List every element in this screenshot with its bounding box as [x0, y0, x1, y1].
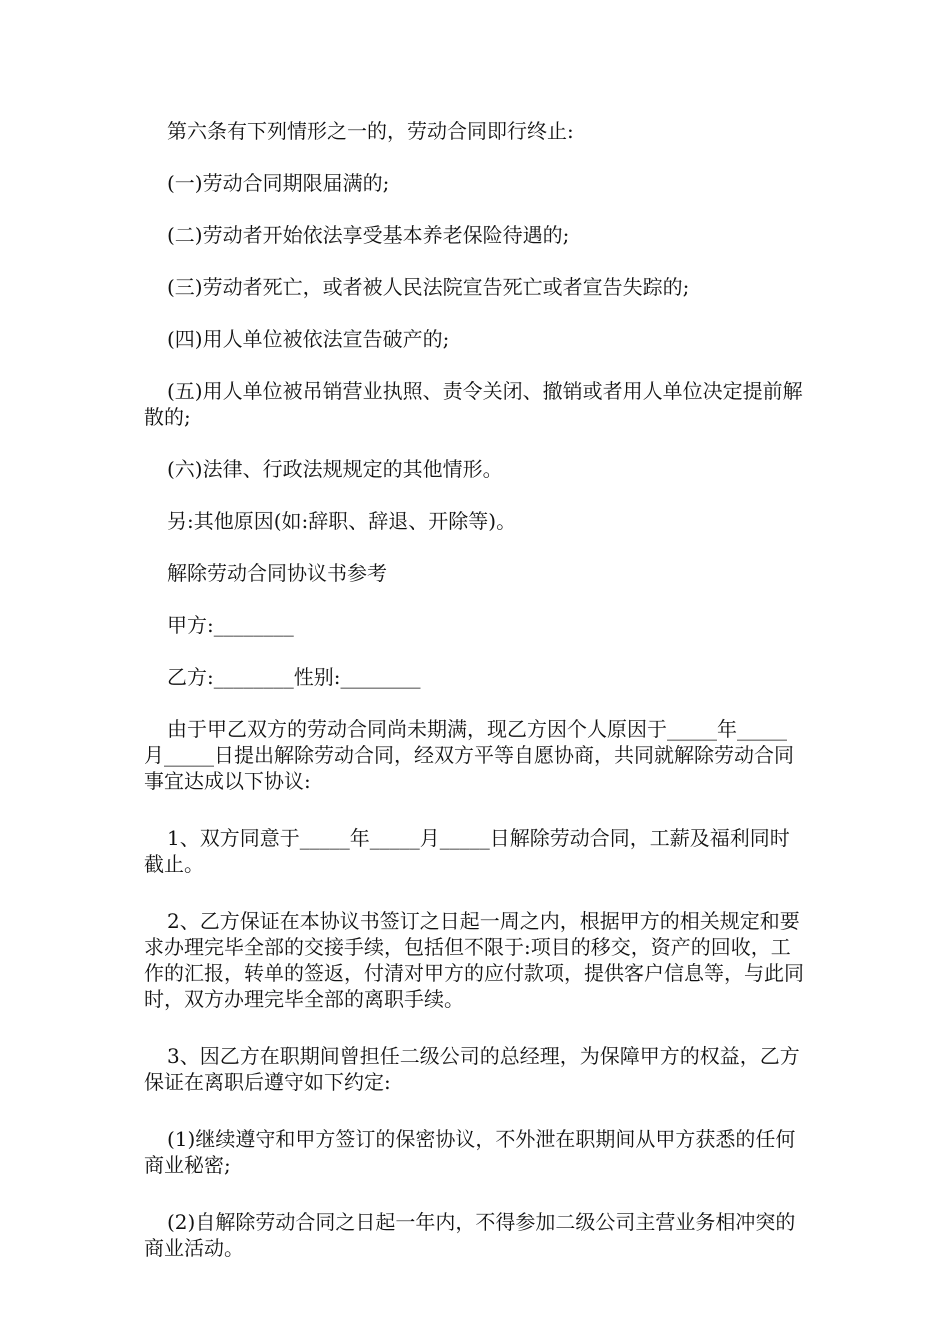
paragraph-other-reasons: 另:其他原因(如:辞职、辞退、开除等)。	[167, 509, 517, 533]
party-a-line: 甲方:________	[167, 613, 294, 637]
paragraph-item-5: (五)用人单位被吊销营业执照、责令关闭、撤销或者用人单位决定提前解散的;	[144, 379, 803, 429]
clause-3-item-1: (1)继续遵守和甲方签订的保密协议，不外泄在职期间从甲方获悉的任何商业秘密;	[144, 1127, 796, 1177]
document-body	[144, 118, 806, 1261]
paragraph-item-2: (二)劳动者开始依法享受基本养老保险待遇的;	[167, 223, 570, 247]
paragraph-item-3: (三)劳动者死亡，或者被人民法院宣告死亡或者宣告失踪的;	[167, 275, 690, 299]
paragraph-item-4: (四)用人单位被依法宣告破产的;	[167, 327, 450, 351]
clause-3-item-2: (2)自解除劳动合同之日起一年内，不得参加二级公司主营业务相冲突的商业活动。	[144, 1210, 796, 1260]
paragraph-item-6: (六)法律、行政法规规定的其他情形。	[167, 457, 503, 481]
paragraph-preamble: 由于甲乙双方的劳动合同尚未期满，现乙方因个人原因于_____年_____月_____日提出解除劳动合同，经双方平等自愿协商，共同就解除劳动合同事宜达成以下协议:	[144, 717, 794, 793]
clause-1: 1、双方同意于_____年_____月_____日解除劳动合同，工薪及福利同时截止。	[144, 826, 790, 876]
clause-3: 3、因乙方在职期间曾担任二级公司的总经理，为保障甲方的权益，乙方保证在离职后遵守如下约定:	[144, 1044, 800, 1094]
party-b-line: 乙方:________性别:________	[167, 665, 421, 689]
paragraph-item-1: (一)劳动合同期限届满的;	[167, 171, 390, 195]
clause-2: 2、乙方保证在本协议书签订之日起一周之内，根据甲方的相关规定和要求办理完毕全部的交接手续，包括但不限于:项目的移交，资产的回收，工作的汇报，转单的签返，付清对甲方的应付款项，提供客户信息等，与此同时，双方办理完毕全部的离职手续。	[144, 909, 804, 1011]
paragraph-article-six: 第六条有下列情形之一的，劳动合同即行终止:	[167, 119, 574, 143]
agreement-title: 解除劳动合同协议书参考	[167, 561, 387, 585]
